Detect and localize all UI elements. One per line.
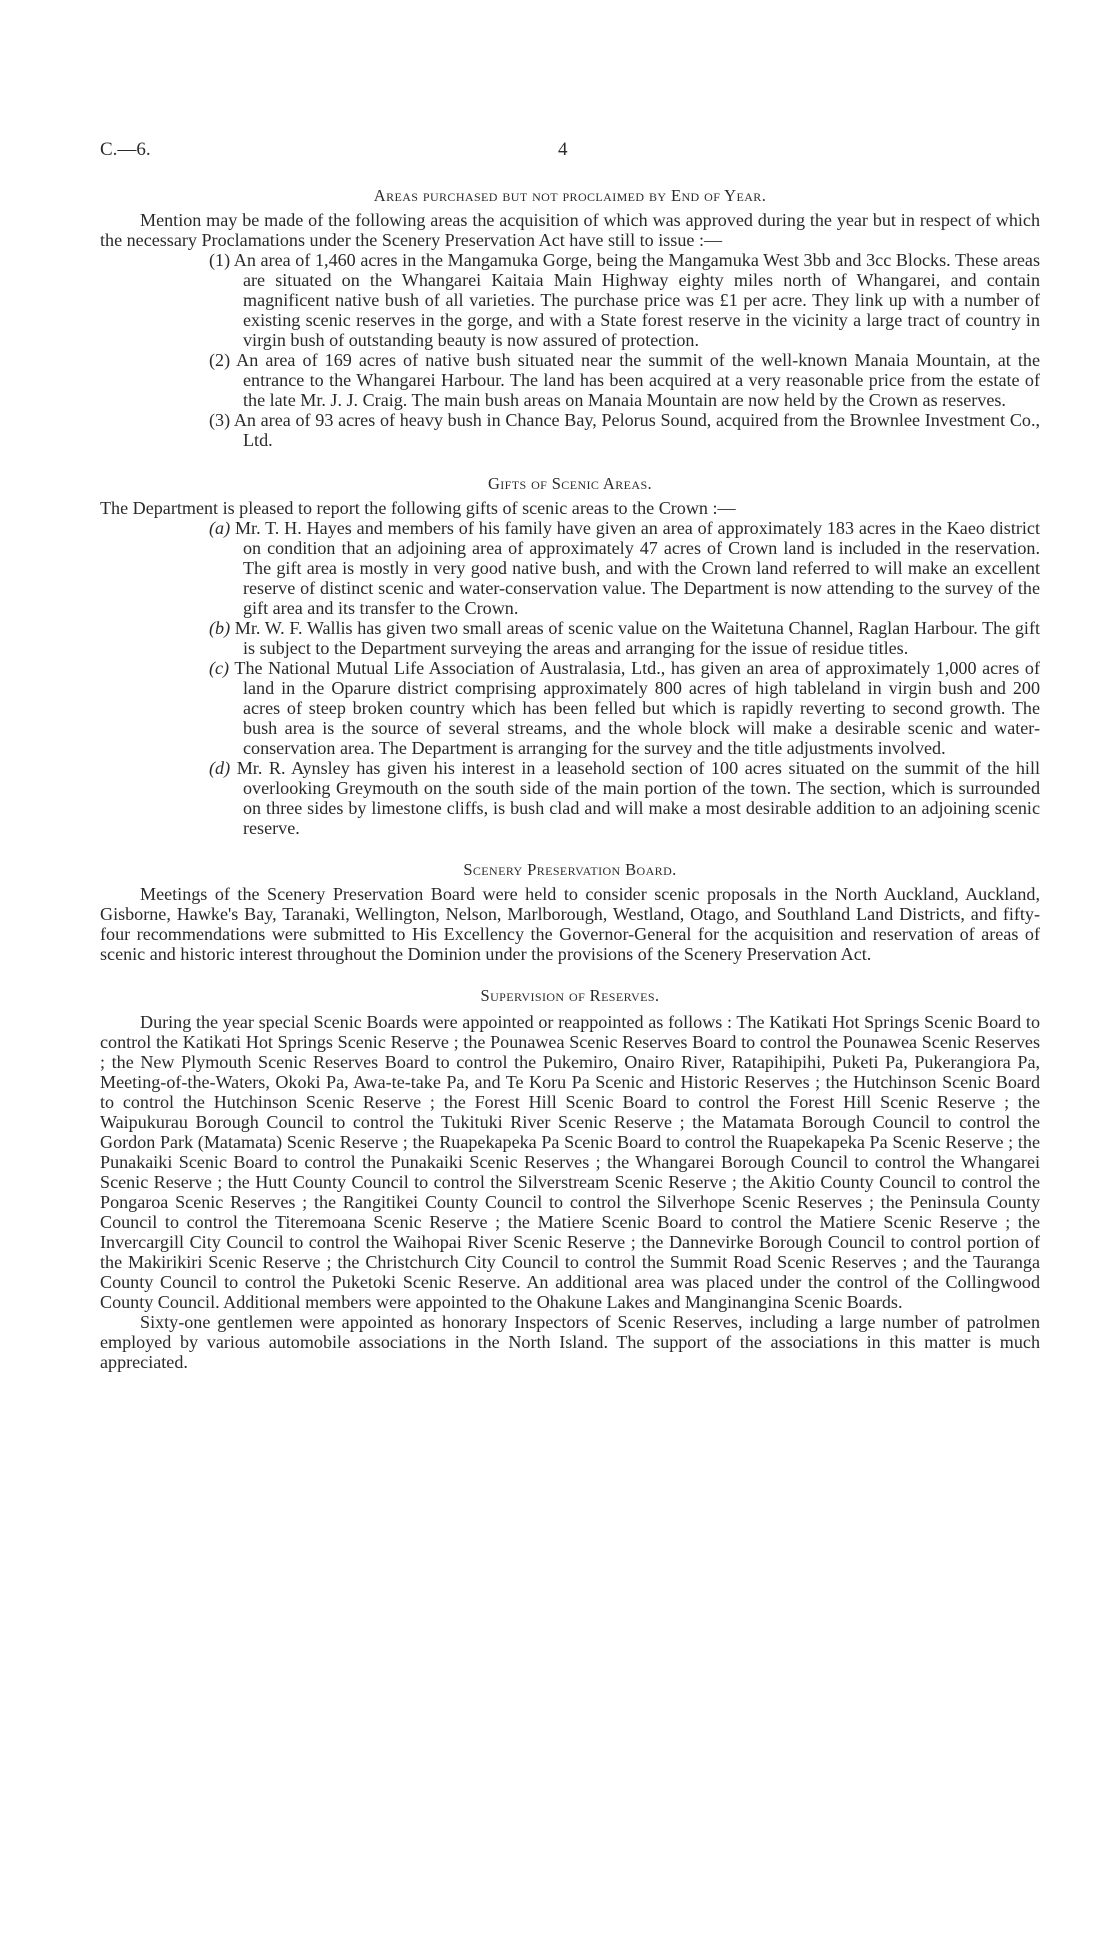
item-label: (3) (209, 410, 231, 430)
list-item (100, 658, 1040, 758)
item-text: An area of 169 acres of native bush situated near the summit of the well-known Manaia Mountain, at the entrance to the Whangarei Harbour. The land has been acquired at a very reasonable price from the estate of the late Mr. J. J. Craig. The main bush areas on Manaia Mountain are now held by the Crown as reserves. (236, 350, 1040, 410)
item-label: (1) (209, 250, 231, 270)
list-item (100, 250, 1040, 350)
section-heading-board: Scenery Preservation Board. (463, 860, 677, 879)
areas-intro-paragraph: Mention may be made of the following areas the acquisition of which was approved during the year but in respect of which the necessary Proclamations under the Scenery Preservation Act have still to issue :— (100, 210, 1040, 250)
board-paragraph: Meetings of the Scenery Preservation Board were held to consider scenic proposals in the North Auckland, Auckland, Gisborne, Hawke's Bay, Taranaki, Wellington, Nelson, Marlborough, Westland, Otago, and Southland Land Districts, and fifty-four recommendations were submitted to His Excellency the Governor-General for the acquisition and reservation of areas of scenic and historic interest throughout the Dominion under the provisions of the Scenery Preservation Act. (100, 884, 1040, 964)
item-label: (c) (209, 658, 230, 678)
page-number: 4 (558, 139, 568, 160)
supervision-paragraph: During the year special Scenic Boards were appointed or reappointed as follows : The Katikati Hot Springs Scenic Board to control the Katikati Hot Springs Scenic Reserve ; the Pounawea Scenic Reserves Board to control the Pounawea Scenic Reserves ; the New Plymouth Scenic Reserves Board to control the Pukemiro, Onairo River, Ratapihipihi, Puketi Pa, Pukerangiora Pa, Meeting-of-the-Waters, Okoki Pa, Awa-te-take Pa, and Te Koru Pa Scenic and Historic Reserves ; the Hutchinson Scenic Board to control the Hutchinson Scenic Reserve ; the Forest Hill Scenic Board to control the Forest Hill Scenic Reserve ; the Waipukurau Borough Council to control the Tukituki River Scenic Reserve ; the Matamata Borough Council to control the Gordon Park (Matamata) Scenic Reserve ; the Ruapekapeka Pa Scenic Board to control the Ruapekapeka Pa Scenic Reserve ; the Punakaiki Scenic Board to control the Punakaiki Scenic Reserves ; the Whangarei Borough Council to control the Whangarei Scenic Reserve ; the Hutt County Council to control the Silverstream Scenic Reserve ; the Akitio County Council to control the Pongaroa Scenic Reserves ; the Rangitikei County Council to control the Silverhope Scenic Reserves ; the Peninsula County Council to control the Titeremoana Scenic Reserve ; the Matiere Scenic Board to control the Matiere Scenic Reserve ; the Invercargill City Council to control the Waihopai River Scenic Reserve ; the Dannevirke Borough Council to control portion of the Makirikiri Scenic Reserve ; the Christchurch City Council to control the Summit Road Scenic Reserves ; and the Tauranga County Council to control the Puketoki Scenic Reserve. An additional area was placed under the control of the Collingwood County Council. Additional members were appointed to the Ohakune Lakes and Manginangina Scenic Boards. (100, 1012, 1040, 1312)
item-text: Mr. T. H. Hayes and members of his family have given an area of approximately 183 acres in the Kaeo district on condition that an adjoining area of approximately 47 acres of Crown land is included in the reservation. The gift area is mostly in very good native bush, and with the Crown land referred to will make an excellent reserve of distinct scenic and water-conservation value. The Department is now attending to the survey of the gift area and its transfer to the Crown. (234, 518, 1040, 618)
supervision-paragraph: Sixty-one gentlemen were appointed as honorary Inspectors of Scenic Reserves, including a large number of patrolmen employed by various automobile associations in the North Island. The support of the associations in this matter is much appreciated. (100, 1312, 1040, 1372)
item-label: (2) (209, 350, 231, 370)
item-text: The National Mutual Life Association of Australasia, Ltd., has given an area of approximately 1,000 acres of land in the Oparure district comprising approximately 800 acres of high tableland in virgin bush and 200 acres of steep broken country which has been felled but which is rapidly reverting to second growth. The bush area is the source of several streams, and the whole block will make a desirable scenic and water-conservation area. The Department is arranging for the survey and the title adjustments involved. (234, 658, 1040, 758)
item-label: (b) (209, 618, 231, 638)
section-heading-gifts: Gifts of Scenic Areas. (487, 474, 653, 493)
page-header (100, 139, 1040, 169)
item-label: (a) (209, 518, 231, 538)
item-text: An area of 93 acres of heavy bush in Chance Bay, Pelorus Sound, acquired from the Brownlee Investment Co., Ltd. (233, 410, 1040, 450)
list-item (100, 758, 1040, 838)
section-heading-areas: Areas purchased but not proclaimed by End of Year. (373, 186, 767, 205)
list-item (100, 410, 1040, 450)
item-label: (d) (209, 758, 231, 778)
document-reference: C.—6. (100, 139, 151, 160)
list-item (100, 350, 1040, 410)
item-text: An area of 1,460 acres in the Mangamuka Gorge, being the Mangamuka West 3bb and 3cc Blocks. These areas are situated on the Whangarei Kaitaia Main Highway eighty miles north of Whangarei, and contain magnificent native bush of all varieties. The purchase price was £1 per acre. They link up with a number of existing scenic reserves in the gorge, and with a State forest reserve in the vicinity a large tract of country in virgin bush of outstanding beauty is now assured of protection. (233, 250, 1040, 350)
list-item (100, 518, 1040, 618)
section-heading-supervision: Supervision of Reserves. (480, 986, 660, 1005)
item-text: Mr. W. F. Wallis has given two small areas of scenic value on the Waitetuna Channel, Raglan Harbour. The gift is subject to the Department surveying the areas and arranging for the issue of residue titles. (234, 618, 1040, 658)
item-text: Mr. R. Aynsley has given his interest in a leasehold section of 100 acres situated on the summit of the hill overlooking Greymouth on the south side of the main portion of the town. The section, which is surrounded on three sides by limestone cliffs, is bush clad and will make a most desirable addition to an adjoining scenic reserve. (236, 758, 1040, 838)
page-body (100, 186, 1040, 1372)
gifts-intro-paragraph: The Department is pleased to report the following gifts of scenic areas to the Crown :— (100, 498, 736, 518)
list-item (100, 618, 1040, 658)
